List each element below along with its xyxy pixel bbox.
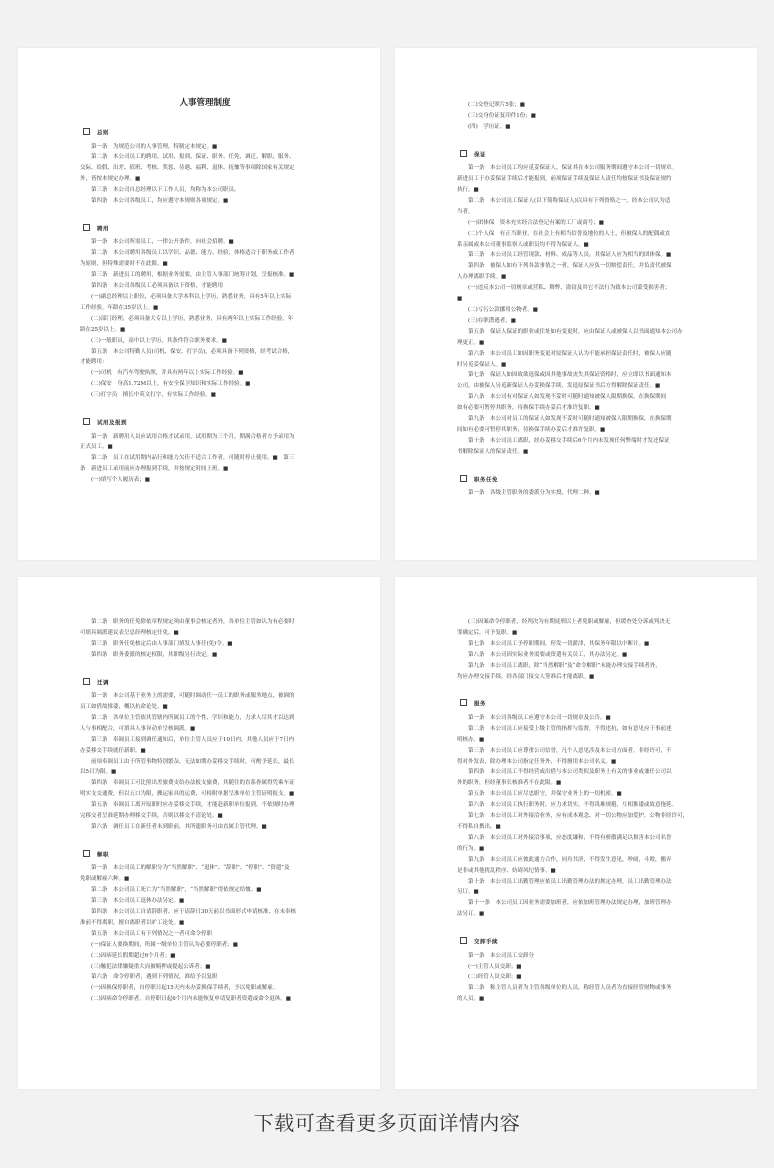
section — [457, 617, 707, 682]
text-line: 当者。 — [457, 208, 474, 215]
text-line: (四) 学历证。■ — [468, 123, 511, 130]
text-line: 第四条 奉调员工可比照出差旅费支给办法报支旅费，其随往的直系眷属得凭乘车证 — [91, 780, 295, 787]
section-heading — [457, 699, 707, 710]
square-bullet-icon — [83, 678, 90, 685]
text-line: (三)触犯法律嫌疑重大而被羁押或提起公诉者；■ — [91, 963, 211, 970]
square-bullet-icon — [83, 128, 90, 135]
text-line: 第二条 本公司员工应接受上级主管的指挥与监督，不得违抗，如有意见应于事前述 — [468, 725, 672, 732]
text-line: (一)司机 有汽车驾驶执照，并具有两年以上实际工作经验。■ — [91, 370, 244, 377]
text-line: 第六条 命令停职者，遇到下列情况，准给予以复职 — [91, 974, 218, 981]
section-heading — [457, 475, 707, 486]
text-line: 第一条 为规范公司的人事管理，特制定本规定。■ — [91, 143, 218, 150]
text-line: 第七条 本公司员工对外接洽业务，应有成本观念，对一切公物应加爱护，公物非经许可， — [468, 813, 689, 820]
text-line: 公司，由被保人另觅新保证人办妥换保手续，发退原保证书后方得解除保证责任。■ — [457, 383, 661, 390]
text-line: 理更正。■ — [457, 339, 485, 346]
text-line: 人与事相配合，可填具人事异动单呈核调派。■ — [80, 725, 196, 732]
section — [457, 150, 707, 458]
text-line: (三)一般职员，高中以上学历，其条件符合职务要求。■ — [91, 337, 227, 344]
page-content — [457, 617, 707, 1022]
text-line: 书解除保证人的保证责任。■ — [457, 448, 529, 455]
text-line: 得对外发表，除办理本公司指定任务外，不得擅用本公司名义。■ — [457, 758, 617, 765]
section — [80, 224, 330, 401]
text-line: 正式员工。■ — [80, 444, 113, 451]
text-line: 第三条 本公司员工经管现款、材料、成品等人员，其保证人应为相当的团体保。■ — [468, 252, 672, 259]
text-line: (一)副总经理以上职位，必须具备大学本科以上学历，熟悉业务，具有5年以上实际 — [91, 293, 292, 300]
section-heading-label: 迁调 — [97, 680, 110, 687]
text-line: 第六条 本公司员工如因职务变更对原保证人认为不能承担保证责任时，被保人应随 — [468, 350, 672, 357]
section-heading-label: 服务 — [474, 701, 487, 708]
text-line: 第一条 各级主管职务的委派分为实授、代理二种。■ — [468, 490, 600, 497]
document-page-2 — [395, 48, 757, 560]
text-line: 第七条 本公司员工予停职期间，停发一切薪津，其保务年限以中断计。■ — [468, 640, 650, 647]
text-line: 系亲属或本公司董事监察人或职员均不得为保证人。■ — [457, 241, 589, 248]
text-line: 前项奉调员工由于所管事物特别繁杂，无法如期办妥移交手续时，可酌予延长，最长 — [91, 758, 295, 765]
square-bullet-icon — [83, 224, 90, 231]
section-heading-label: 交卸手续 — [474, 939, 499, 946]
text-line: 第八条 本公司有对保证人如发现不妥时可随时通知被保人限期换保，在换保期间 — [468, 394, 667, 401]
text-line: 第三条 新进员工的聘用，根据业务需要，由主管人事部门统筹计划，呈报核准。■ — [91, 272, 295, 279]
text-line: 第一条 本公司员工均应觅妥保证人，保证其在本公司服务期间遵守本公司一切规章。 — [468, 165, 678, 172]
section-heading — [80, 224, 330, 235]
text-line: 第二条 本公司员工的聘用、试用、报到、保证、职务、任免、调迁、解职、服务、 — [91, 154, 295, 161]
text-line: 第四条 职务委派的核定权限，其职级另行决定。■ — [91, 651, 218, 658]
text-line: (三)打字员 擅长中英文打字，有实际工作经验。■ — [91, 392, 216, 399]
section-heading — [80, 850, 330, 861]
text-line: 第九条 本公司员工应彼此通力合作，同舟共济，不得发生意见，吵闹，斗殴，搬弄 — [468, 856, 672, 863]
square-bullet-icon — [460, 699, 467, 706]
text-line: 工作经验，年龄在35岁以上。■ — [80, 304, 159, 311]
square-bullet-icon — [83, 850, 90, 857]
text-line: 第五条 保证人保证的职业或住址如有变更时，应由保证人或被保人以书面通知本公司办 — [468, 328, 683, 335]
text-line: 不得私自携出。■ — [457, 824, 501, 830]
text-line: 间如有必要可暂停其职务，待换保手续办妥后才准许复职。■ — [457, 426, 606, 433]
text-line: 时另觅妥保证人。■ — [457, 361, 507, 368]
text-line: 是非或其他扰乱秩序、妨碍风纪情事。■ — [457, 867, 556, 874]
text-line: (三)存职潜逃者。■ — [468, 317, 516, 324]
text-line: 第九条 本公司员工离职，除“当然解职”及“命令解职”未能办理交接手续者外， — [468, 662, 661, 669]
section — [457, 100, 707, 133]
page-content — [457, 100, 707, 516]
square-bullet-icon — [83, 418, 90, 425]
text-line: 第一条 新聘用人员应试用合格才试录用，试用期为三个月，期满合格者方予录用为 — [91, 433, 295, 440]
section-heading — [457, 150, 707, 161]
text-line: (二)交登记照片5张；■ — [468, 102, 525, 108]
document-page-1 — [18, 48, 380, 560]
text-line: (二)个人保 有正当职业，在社会上有相当信誉及地位的人士，但被保人的配偶或直 — [468, 230, 671, 237]
text-line: (一)填写个人履历表；■ — [91, 477, 150, 484]
text-line: (三)因案命令停职者，经判决为有期徒刑以上者免职或解雇，但缓查处分诉或判决无 — [468, 619, 671, 625]
section-heading — [80, 678, 330, 689]
square-bullet-icon — [460, 937, 467, 944]
text-line: 第四条 本公司员工不得经营或出借与本公司类似及职务上有关的事业或兼任公司以 — [468, 769, 672, 776]
square-bullet-icon — [460, 475, 467, 482]
text-line: (二)部门经理，必须具备大专以上学历，熟悉业务，具有两年以上实际工作经验，年 — [91, 315, 294, 322]
text-line: 可填具调派建议表呈总经理核定任免。■ — [80, 629, 179, 636]
text-line: 第八条 本公司因实际业务需要或资遣有关员工，其办法另定。■ — [468, 651, 628, 658]
text-line: 条 新进员工录用前应办理报到手续，并按规定时间上班。■ — [80, 466, 229, 473]
text-line: 交际、给假、出差、值班、考核、奖惩、待遇、福利、退休、抚恤等事项除国家有关规定 — [80, 165, 295, 172]
text-line: 以5日为限。■ — [80, 769, 117, 776]
text-line: 如有必要可暂停其职务，待换保手续办妥后才准许复职。■ — [457, 405, 600, 412]
text-line: 第三条 本公司自总经理以下工作人员，均称为本公司职员。 — [91, 187, 240, 194]
text-line: 第一条 本公司员工交卸分 — [468, 952, 535, 959]
text-line: 第十一条 本公司员工因业务需要加班者，应依加班管理办法规定办理，加班管理办 — [468, 900, 672, 907]
text-line: 均应办理交接手续，经各部门接交人签准后才能离职。■ — [457, 673, 595, 680]
section-heading-label: 试用及报到 — [97, 420, 128, 427]
text-line: 的人员。■ — [457, 996, 485, 1003]
text-line: (二)因病命令停职者，自停职日起6个月内未能恢复申请复职者资遣或命令退休。■ — [91, 996, 291, 1003]
text-line: 第三条 职务任免核定后由人事部门填发人事任(免)令。■ — [91, 640, 233, 647]
page-content — [80, 617, 330, 1022]
text-line: 第四条 本公司员工自请辞职者，应于请辞日30天前以书面形式申请核准，在未奉核 — [91, 909, 297, 916]
text-line: 第五条 奉调员工离开原职时应办妥移交手续，才能赴新职单位报到，不依规时办理 — [91, 802, 295, 809]
text-line: 第二条 各单位主管依其管辖内所属员工的个性、学识和能力，力求人尽其才以达到 — [91, 714, 295, 721]
text-line: (一)主管人员交卸；■ — [468, 963, 522, 970]
text-line: 外的职务，但经董事长核准者不在此限。■ — [457, 780, 562, 787]
text-line: 的行为。■ — [457, 845, 485, 852]
section — [80, 617, 330, 661]
text-line: 免职或解雇六种。■ — [80, 876, 130, 883]
text-line: (二)保安 身高1.72M以上，有安全保卫知识和实际工作经验。■ — [91, 381, 251, 388]
text-line: 第五条 本公司员工有下列情况之一者可命令停职 — [91, 930, 213, 937]
text-line: (一)团体保 资本充实经合法登记有案的工厂或商号；■ — [468, 219, 604, 226]
section — [80, 850, 330, 1005]
text-line: 第二条 本公司聘用各级员工以学识、品德、能力、经验、体格适合于职务或工作者 — [91, 250, 295, 257]
text-line: 第四条 本公司各级员工，均应遵守本规则各项规定。■ — [91, 198, 229, 205]
text-line: 第七条 保证人如因故欲退保或因其他事故丧失其保证资格时，应立即以书面通知本 — [468, 372, 672, 379]
text-line: 第二条 员工在试用期内品行和能力欠佳不适合工作者，可随时停止使用。■ 第三 — [91, 455, 295, 462]
text-line: 新进员工于办妥保证手续后才能报到，前项保证手续及保证人责任均按保证书及保证规约 — [457, 176, 672, 183]
download-more-caption[interactable]: 下载可查看更多页面详情内容 — [253, 1111, 521, 1135]
text-line: 第三条 本公司员工应尊重公司信誉，凡个人意见涉及本公司方面者，非经许可，不 — [468, 747, 672, 754]
text-line: 准前不得离职，擅自离职者以旷工论处。■ — [80, 919, 185, 926]
section — [457, 937, 707, 1005]
text-line: 第四条 本公司各级员工必须具备以下资格，才能聘用 — [91, 283, 224, 290]
text-line: 才能聘用： — [80, 359, 108, 366]
section-heading — [80, 128, 330, 139]
section — [80, 128, 330, 207]
text-line: 第三条 奉调员工接到调任通知后，单位主管人员应于10日内，其他人员应于7日内 — [91, 736, 295, 743]
text-line: 外，皆按本规定办理。■ — [80, 176, 141, 183]
section-heading-label: 解职 — [97, 852, 110, 859]
document-page-3 — [18, 577, 380, 1089]
text-line: 另订。■ — [457, 889, 479, 896]
section-heading-label: 保证 — [474, 152, 487, 159]
text-line: (二)亏污公款挪用公物者。■ — [468, 307, 538, 313]
text-line: (二)经管人员交卸；■ — [468, 974, 522, 981]
text-line: 第二条 职务的任免除依章程规定须由董事会核定者外，各单位主管如认为有必要时 — [91, 619, 295, 625]
section — [80, 418, 330, 486]
text-line: 明实支交通费，但以五口为限，搬运家具的运费，可检附单据呈准单位主管证明报支。■ — [80, 791, 295, 798]
text-line: 执行。■ — [457, 187, 479, 194]
text-line: 第一条 本公司基于业务上的需要，可随时调动任一员工的职务或服务地点，被调的 — [91, 693, 295, 700]
text-line: (三)交身份证复印件1份；■ — [468, 112, 536, 119]
text-line: 第四条 被保人如有下列各款事情之一者，保证人应负一切赔偿责任，并负责代被保 — [468, 263, 672, 270]
text-line: 第二条 本公司员工保证人(以下简称保证人)以具有下列资格之一，经本公司认为适 — [468, 197, 671, 204]
section — [457, 475, 707, 499]
text-line: (一)违反本公司一切规章或营私、舞弊、盗窃及其它不法行为致本公司蒙受损害者； — [468, 285, 671, 292]
text-line: 第五条 本公司员工应尽忠职守，并保守业务上的一切机密。■ — [468, 791, 622, 798]
text-line: 第八条 本公司员工对外接洽事项，应态度谦和，不得有骄傲满足以损害本公司名誉 — [468, 834, 672, 841]
text-line: 第六条 调任员工在新任者未到职前，其所遗职务可由直属主管代理。■ — [91, 824, 267, 830]
text-line: 人办理离职手续。■ — [457, 274, 507, 281]
text-line: 第九条 本公司对员工的保证人如发现不妥时可随时通知被保人限期换保，在换保期 — [468, 416, 672, 423]
text-line: (一)因换保停职者，自停职日起15天内未办妥换保手续者，予以免职或解雇。 — [91, 985, 279, 992]
section-heading-label: 聘用 — [97, 226, 110, 233]
text-line: 第一条 本公司各级员工应遵守本公司一切规章及公告。■ — [468, 714, 611, 721]
text-line: 办妥移交手续就任新职。■ — [80, 747, 146, 754]
text-line: 员工如借故推诿，概以抗命论处。■ — [80, 704, 168, 711]
text-line: 为原则，但特殊需要时不在此限。■ — [80, 261, 168, 268]
text-line: 第一条 本公司所需员工，一律公开条件，向社会招聘。■ — [91, 239, 234, 246]
section-heading-label: 职务任免 — [474, 477, 499, 484]
text-line: 第十条 本公司员工出勤管理应依员工出勤管理办法的规定办理，员工出勤管理办法 — [468, 878, 672, 885]
text-line: ■ — [457, 296, 463, 303]
text-line: 第二条 本公司员工死亡为“当然解职”，“当然解职”得依规定给恤。■ — [91, 887, 262, 894]
square-bullet-icon — [460, 150, 467, 157]
text-line: 第一条 本公司员工的解职分为“当然解职”、“退休”、“辞职”、“停职”、“资遣”及 — [91, 865, 290, 872]
document-page-4 — [395, 577, 757, 1089]
text-line: 法另订。■ — [457, 911, 485, 918]
text-line: 龄在25岁以上。■ — [80, 326, 126, 333]
section — [80, 678, 330, 833]
section-heading — [80, 418, 330, 429]
text-line: 罪确定后，可予复职。■ — [457, 629, 518, 636]
text-line: (二)因病延长假期超过6个月者；■ — [91, 952, 176, 959]
text-line: 第三条 本公司员工退休办法另定。■ — [91, 898, 185, 905]
section-heading-label: 总则 — [97, 130, 110, 137]
section — [457, 699, 707, 920]
text-line: 第十条 本公司员工离职，经办妥移交手续后6个月内未发现任何弊端时才发还保证 — [468, 437, 670, 444]
section-heading — [457, 937, 707, 948]
text-line: 完移交者呈准延期办理移交手续，否则以移交不清论处。■ — [80, 813, 223, 820]
text-line: 第六条 本公司员工执行职务时，应力求切实，不得畏难规避，互相推诿或故意拖延。 — [468, 802, 678, 809]
page-content — [80, 96, 330, 503]
text-line: 第五条 本公司特勤人员(司机、保安、打字员)，必须具备下列资格，经考试合格， — [91, 348, 294, 355]
text-line: 明核办。■ — [457, 736, 485, 743]
document-title: 人事管理制度 — [179, 98, 231, 108]
text-line: 第二条 称主管人员者为主管各级单位的人员，称经管人员者为直接经管财物或事务 — [468, 985, 672, 992]
text-line: (一)保证人要换期间，所属一级单位主管认为必要停职者；■ — [91, 941, 238, 948]
